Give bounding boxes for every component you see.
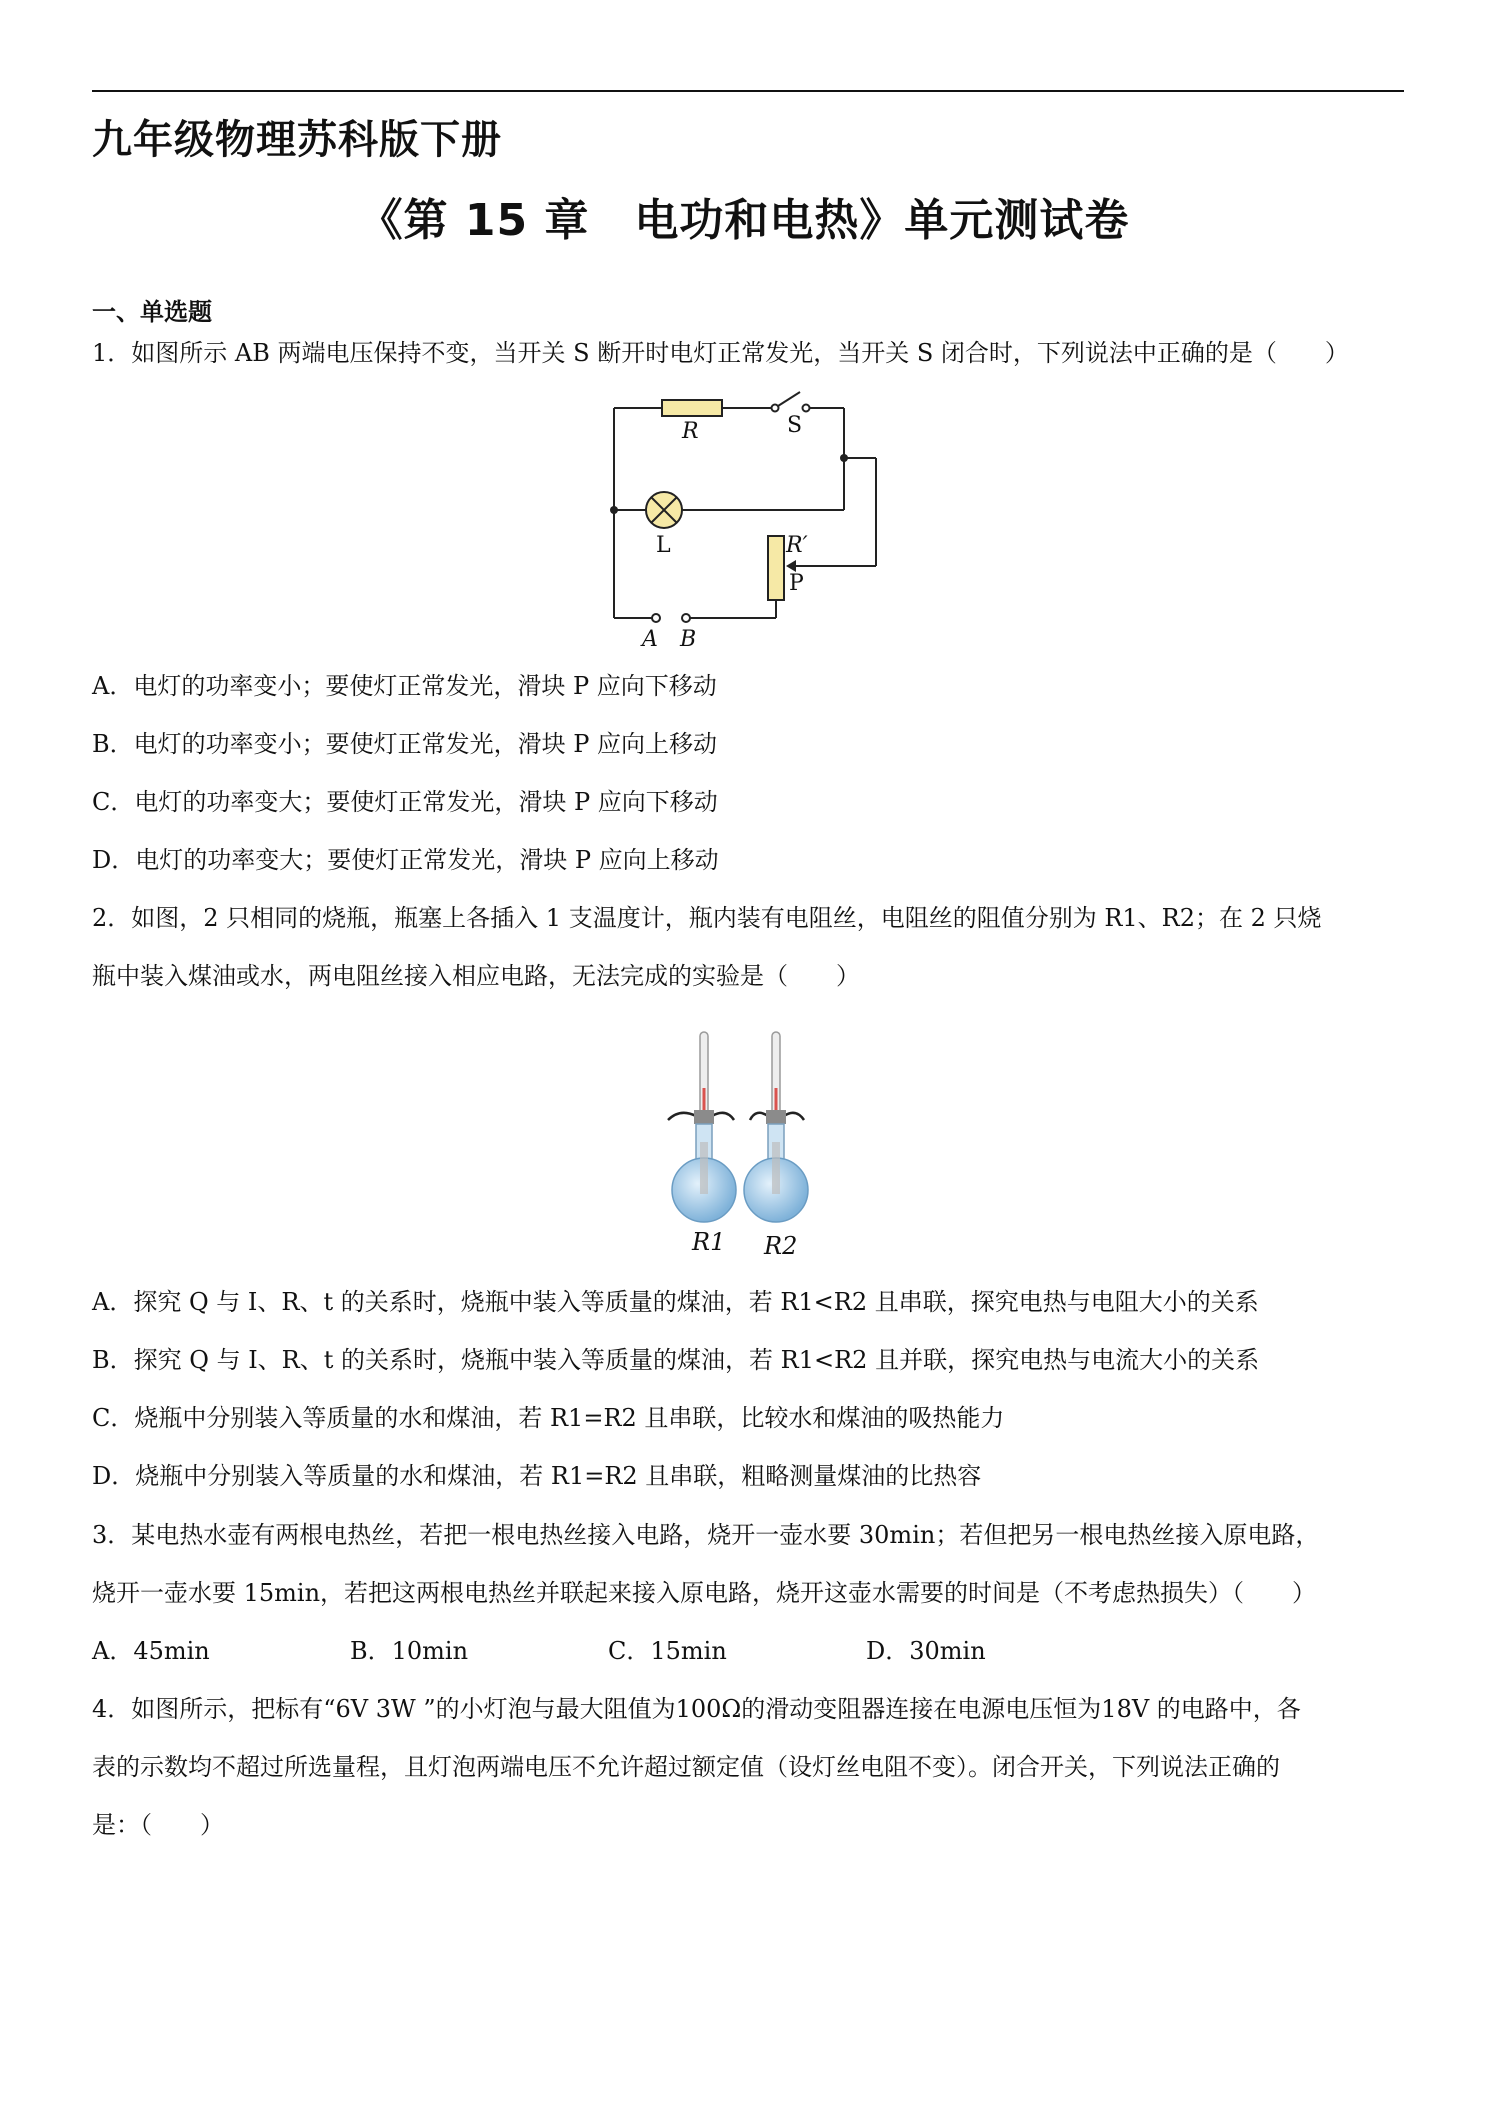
label-s: S (787, 413, 803, 438)
q1-option-b: B．电灯的功率变小；要使灯正常发光，滑块 P 应向上移动 (92, 730, 718, 758)
resistor-r (662, 400, 722, 416)
q1-circuit-diagram (600, 388, 900, 658)
flask-r1 (668, 1032, 736, 1222)
rheostat-r-prime (768, 536, 784, 600)
q1-stem: 1．如图所示 AB 两端电压保持不变，当开关 S 断开时电灯正常发光，当开关 S 闭合时，下列说法中正确的是（ ） (92, 339, 1349, 367)
q1-option-d: D．电灯的功率变大；要使灯正常发光，滑块 P 应向上移动 (92, 846, 719, 874)
q3-option-b: B．10min (350, 1637, 469, 1665)
q3-option-d: D．30min (866, 1637, 986, 1665)
q2-stem-line-2: 瓶中装入煤油或水，两电阻丝接入相应电路，无法完成的实验是（ ） (92, 962, 860, 990)
lamp-l (646, 492, 682, 528)
header-rule (92, 90, 1404, 92)
label-r: R (682, 419, 699, 444)
label-b: B (680, 627, 697, 652)
page-title: 《第 15 章 电功和电热》单元测试卷 (358, 195, 1130, 246)
label-a: A (642, 627, 658, 652)
q4-stem-line-3: 是：（ ） (92, 1811, 224, 1839)
label-r1: R1 (692, 1228, 726, 1256)
q3-option-a: A．45min (92, 1637, 210, 1665)
q1-option-c: C．电灯的功率变大；要使灯正常发光，滑块 P 应向下移动 (92, 788, 718, 816)
q2-option-d: D．烧瓶中分别装入等质量的水和煤油，若 R1=R2 且串联，粗略测量煤油的比热容 (92, 1462, 982, 1490)
q4-stem-line-2: 表的示数均不超过所选量程，且灯泡两端电压不允许超过额定值（设灯丝电阻不变）。闭合开关，下列说法正确的 (92, 1753, 1280, 1781)
label-l: L (656, 533, 671, 558)
q3-option-c: C．15min (608, 1637, 727, 1665)
page-subtitle: 九年级物理苏科版下册 (92, 117, 502, 163)
label-r-prime: R′ (786, 533, 808, 558)
section-title: 一、单选题 (92, 298, 212, 326)
q3-stem-line-2: 烧开一壶水要 15min，若把这两根电热丝并联起来接入原电路，烧开这壶水需要的时间是（不考虑热损失）（ ） (92, 1579, 1317, 1607)
q2-flask-diagram (660, 1028, 830, 1260)
q2-option-a: A．探究 Q 与 I、R、t 的关系时，烧瓶中装入等质量的煤油，若 R1<R2 且串联，探究电热与电阻大小的关系 (92, 1288, 1259, 1316)
q2-option-b: B．探究 Q 与 I、R、t 的关系时，烧瓶中装入等质量的煤油，若 R1<R2 且并联，探究电热与电流大小的关系 (92, 1346, 1260, 1374)
label-r2: R2 (764, 1232, 798, 1260)
q1-option-a: A．电灯的功率变小；要使灯正常发光，滑块 P 应向下移动 (92, 672, 717, 700)
q3-stem-line-1: 3．某电热水壶有两根电热丝，若把一根电热丝接入电路，烧开一壶水要 30min；若但把另一根电热丝接入原电路， (92, 1521, 1320, 1549)
q2-stem-line-1: 2．如图，2 只相同的烧瓶，瓶塞上各插入 1 支温度计，瓶内装有电阻丝，电阻丝的阻值分别为 R1、R2；在 2 只烧 (92, 904, 1322, 932)
q4-stem-line-1: 4．如图所示，把标有“6V 3W ”的小灯泡与最大阻值为100Ω的滑动变阻器连接在电源电压恒为18V 的电路中，各 (92, 1695, 1301, 1723)
q2-option-c: C．烧瓶中分别装入等质量的水和煤油，若 R1=R2 且串联，比较水和煤油的吸热能力 (92, 1404, 1005, 1432)
label-p: P (789, 571, 804, 596)
flask-r2 (744, 1032, 808, 1222)
